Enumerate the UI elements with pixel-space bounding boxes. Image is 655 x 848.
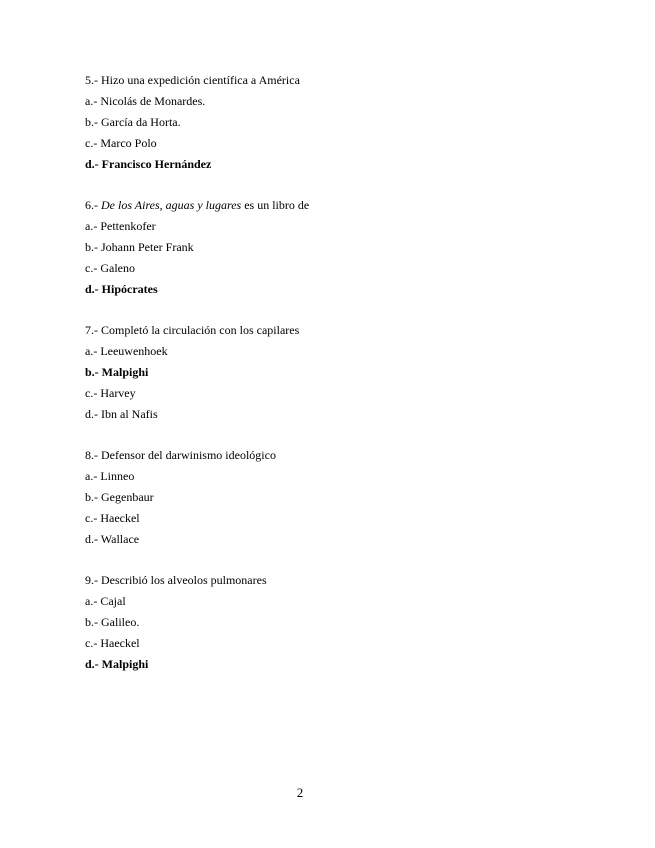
answer-option-d: d.- Wallace xyxy=(85,532,140,546)
question-prompt: 5.- Hizo una expedición científica a América xyxy=(85,73,300,87)
question-prompt: 7.- Completó la circulación con los capilares xyxy=(85,323,300,337)
answer-option-a: a.- Cajal xyxy=(85,594,126,608)
question-5 xyxy=(85,70,605,175)
question-prompt xyxy=(85,195,605,216)
answer-option-b: b.- Johann Peter Frank xyxy=(85,240,194,254)
answer-option-a: a.- Nicolás de Monardes. xyxy=(85,94,206,108)
answer-option-d-correct: d.- Francisco Hernández xyxy=(85,157,212,171)
prompt-prefix: 6.- xyxy=(85,198,101,212)
page-number: 2 xyxy=(296,785,304,800)
answer-option-c: c.- Galeno xyxy=(85,261,135,275)
question-9 xyxy=(85,570,605,675)
quiz-content xyxy=(85,70,605,695)
prompt-suffix: es un libro de xyxy=(241,198,310,212)
answer-option-a: a.- Leeuwenhoek xyxy=(85,344,168,358)
answer-option-d-correct: d.- Hipócrates xyxy=(85,282,158,296)
answer-option-c: c.- Marco Polo xyxy=(85,136,157,150)
answer-option-c: c.- Harvey xyxy=(85,386,136,400)
answer-option-c: c.- Haeckel xyxy=(85,511,140,525)
answer-option-b: b.- Galileo. xyxy=(85,615,140,629)
question-6 xyxy=(85,195,605,300)
answer-option-b: b.- Gegenbaur xyxy=(85,490,154,504)
answer-option-d-correct: d.- Malpighi xyxy=(85,657,149,671)
question-8 xyxy=(85,445,605,550)
question-prompt: 8.- Defensor del darwinismo ideológico xyxy=(85,448,276,462)
book-title: De los Aires, aguas y lugares xyxy=(101,198,242,212)
answer-option-a: a.- Linneo xyxy=(85,469,135,483)
answer-option-a: a.- Pettenkofer xyxy=(85,219,156,233)
answer-option-c: c.- Haeckel xyxy=(85,636,140,650)
answer-option-b-correct: b.- Malpighi xyxy=(85,365,149,379)
answer-option-b: b.- García da Horta. xyxy=(85,115,181,129)
answer-option-d: d.- Ibn al Nafis xyxy=(85,407,158,421)
question-prompt: 9.- Describió los alveolos pulmonares xyxy=(85,573,267,587)
question-7 xyxy=(85,320,605,425)
